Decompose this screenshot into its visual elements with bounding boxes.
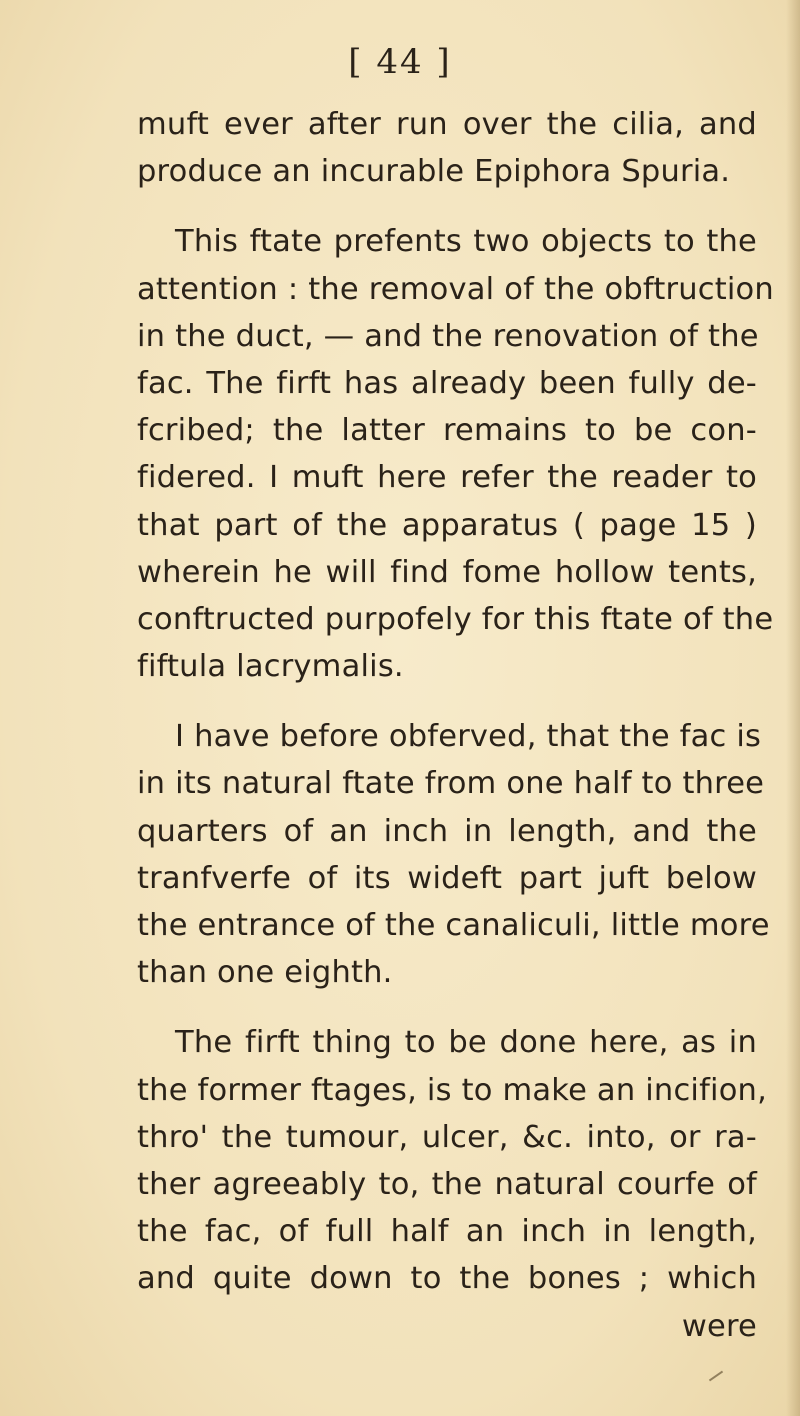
text-line: thro' the tumour, ulcer, &c. into, or ra- (137, 1119, 757, 1155)
text-line: and quite down to the bones ; which (137, 1261, 757, 1297)
text-line: I have before obferved, that the fac is (175, 719, 762, 755)
paragraph-gap (137, 996, 757, 1019)
page-number-header: [ 44 ] (348, 42, 452, 82)
text-line: fidered. I muft here refer the reader to (137, 460, 757, 496)
stray-ink-mark (709, 1371, 723, 1382)
text-line: This ftate prefents two objects to the (175, 224, 757, 260)
text-line: The firft thing to be done here, as in (175, 1025, 757, 1061)
text-line: the former ftages, is to make an incifion, (137, 1072, 767, 1108)
text-line: tranfverfe of its wideft part juft below (137, 860, 757, 896)
text-line: fac. The firft has already been fully de- (137, 365, 757, 401)
text-line: produce an incurable Epiphora Spuria. (137, 154, 731, 190)
text-line: that part of the apparatus ( page 15 ) (137, 507, 757, 543)
text-line: fcribed; the latter remains to be con- (137, 413, 757, 449)
text-line: than one eighth. (137, 955, 393, 991)
text-line: attention : the removal of the obftruction (137, 271, 774, 307)
page-edge-shadow (786, 0, 800, 1416)
text-line: in its natural ftate from one half to three (137, 766, 765, 802)
body-text (137, 101, 774, 1350)
catchword: were (681, 1308, 757, 1344)
text-line: ther agreeably to, the natural courfe of (137, 1166, 757, 1202)
text-line: fiftula lacrymalis. (137, 649, 404, 685)
paragraph-gap (137, 195, 757, 218)
text-line: muft ever after run over the cilia, and (137, 107, 757, 142)
text-line: the fac, of full half an inch in length, (137, 1214, 757, 1250)
text-line: conftructed purpofely for this ftate of the (137, 601, 774, 637)
text-line: quarters of an inch in length, and the (137, 813, 757, 849)
paragraph-gap (137, 690, 757, 713)
text-line: in the duct, — and the renovation of the (137, 318, 759, 354)
text-line: the entrance of the canaliculi, little more (137, 908, 770, 943)
text-line: wherein he will find fome hollow tents, (137, 554, 757, 590)
